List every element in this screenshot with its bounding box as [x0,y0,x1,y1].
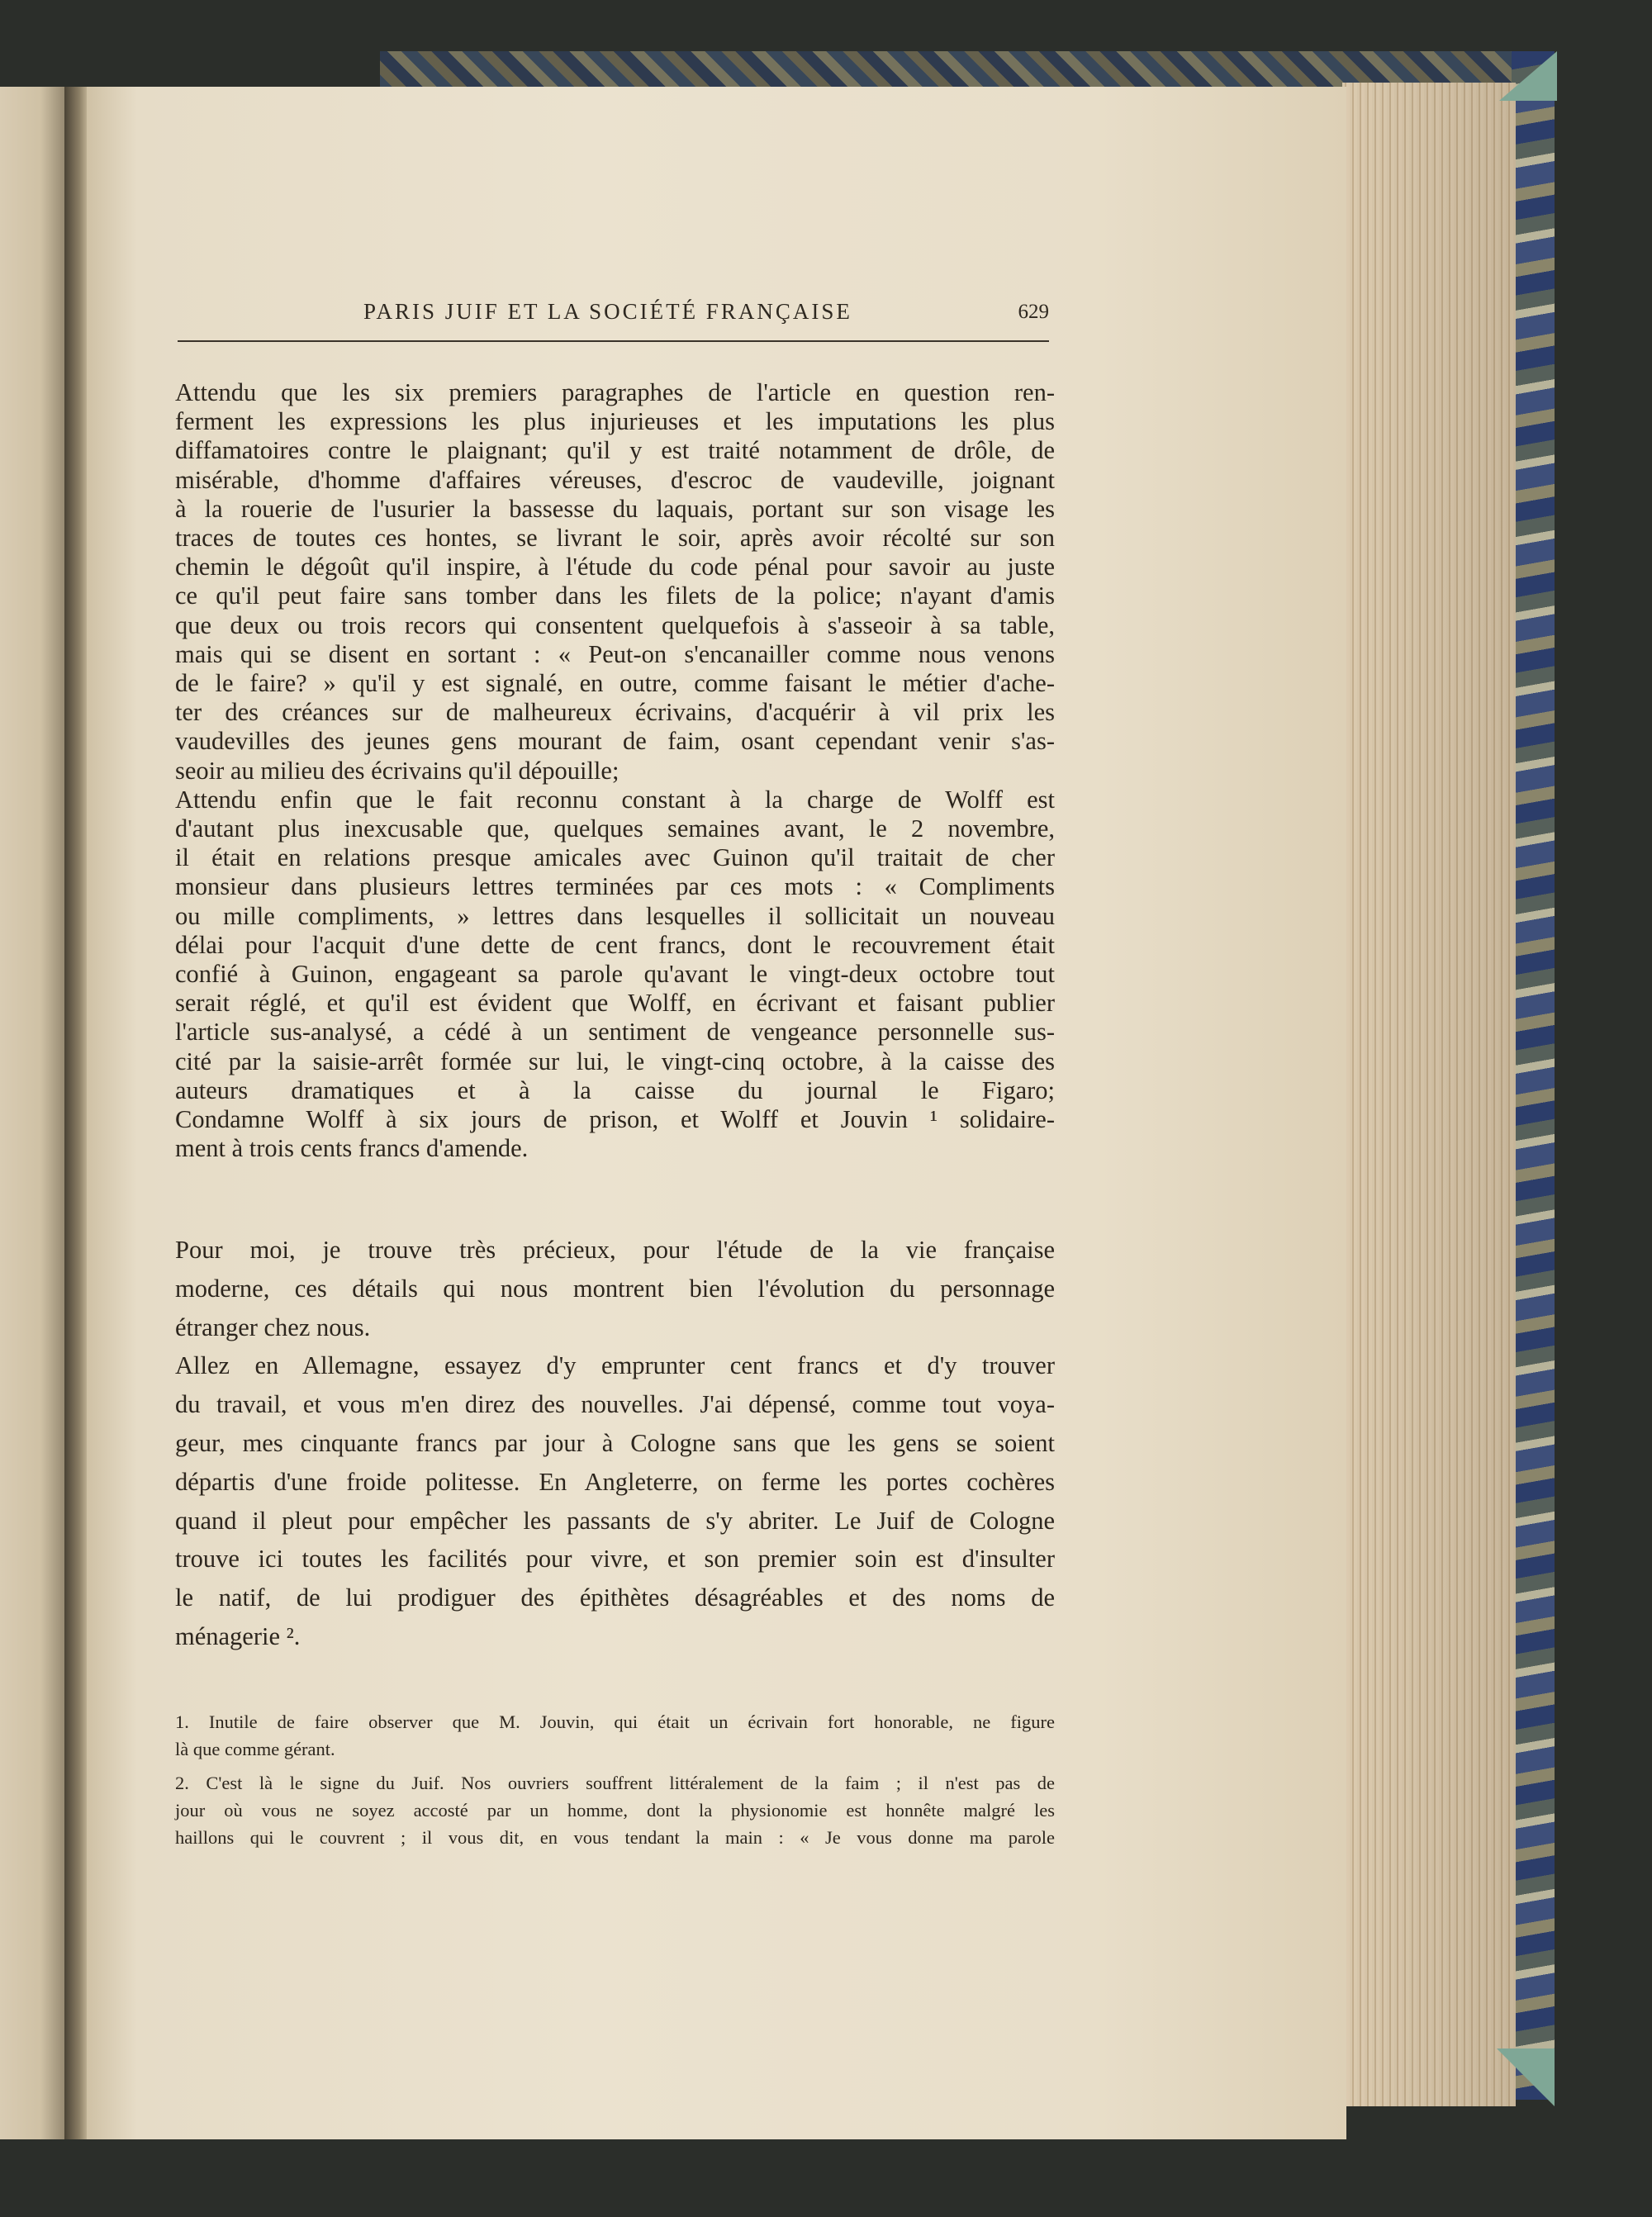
text-line: ce qu'il peut faire sans tomber dans les filets de la police; n'ayant d'amis [175,582,1055,610]
text-line: quand il pleut pour empêcher les passants de s'y abriter. Le Juif de Cologne [175,1506,1055,1535]
text-line: vaudevilles des jeunes gens mourant de faim, osant cependant venir s'as- [175,727,1055,756]
text-line: Pour moi, je trouve très précieux, pour l'étude de la vie française [175,1236,1055,1264]
text-line: il était en relations presque amicales avec Guinon qu'il traitait de cher [175,843,1055,872]
text-line: chemin le dégoût qu'il inspire, à l'étude du code pénal pour savoir au juste [175,553,1055,582]
footnote-line: haillons qui le couvrent ; il vous dit, en vous tendant la main : « Je vous donne ma parole [175,1827,1055,1848]
page-number: 629 [1018,301,1049,323]
text-line: traces de toutes ces hontes, se livrant le soir, après avoir récolté sur son [175,524,1055,553]
commentary [175,1231,1055,1656]
text-line: monsieur dans plusieurs lettres terminées par ces mots : « Compliments [175,872,1055,901]
text-line: le natif, de lui prodiguer des épithètes désagréables et des noms de [175,1583,1055,1612]
book-gutter [64,87,89,2139]
text-line: ou mille compliments, » lettres dans lesquelles il sollicitait un nouveau [175,901,1055,930]
text-line: trouve ici toutes les facilités pour vivre, et son premier soin est d'insulter [175,1545,1055,1574]
text-line: moderne, ces détails qui nous montrent bien l'évolution du personnage [175,1274,1055,1303]
text-line: seoir au milieu des écrivains qu'il dépouille; [175,756,620,785]
footnote-line: là que comme gérant. [175,1739,335,1759]
text-line: de le faire? » qu'il y est signalé, en outre, comme faisant le métier d'ache- [175,669,1055,698]
text-line: que deux ou trois recors qui consentent quelquefois à s'asseoir à sa table, [175,610,1055,639]
text-line: délai pour l'acquit d'une dette de cent francs, dont le recouvrement était [175,930,1055,959]
marbled-cover-right [1512,51,1555,2100]
text-line: misérable, d'homme d'affaires véreuses, d'escroc de vaudeville, joignant [175,465,1055,494]
text-line: diffamatoires contre le plaignant; qu'il y est traité notamment de drôle, de [175,436,1055,465]
text-line: cité par la saisie-arrêt formée sur lui, le vingt-cinq octobre, à la caisse des [175,1047,1055,1075]
text-line: du travail, et vous m'en direz des nouvelles. J'ai dépensé, comme tout voya- [175,1390,1055,1419]
facing-page-edge [0,87,68,2139]
footnote-line: jour où vous ne soyez accosté par un homme, dont la physionomie est honnête malgré les [175,1800,1055,1821]
footnote-line: 1. Inutile de faire observer que M. Jouvin, qui était un écrivain fort honorable, ne figure [175,1711,1055,1732]
text-line: confié à Guinon, engageant sa parole qu'avant le vingt-deux octobre tout [175,960,1055,989]
text-line: Allez en Allemagne, essayez d'y emprunter cent francs et d'y trouver [175,1351,1055,1380]
footnotes [175,1708,1055,1851]
text-line: auteurs dramatiques et à la caisse du journal le Figaro; [175,1075,1055,1104]
text-line: geur, mes cinquante francs par jour à Cologne sans que les gens se soient [175,1428,1055,1457]
text-line: Attendu enfin que le fait reconnu constant à la charge de Wolff est [175,785,1055,814]
text-line: ferment les expressions les plus injurieuses et les imputations les plus [175,407,1055,436]
text-line: l'article sus-analysé, a cédé à un sentiment de vengeance personnelle sus- [175,1018,1055,1047]
text-line: à la rouerie de l'usurier la bassesse du laquais, portant sur son visage les [175,494,1055,523]
footnote-spacer [175,1763,1055,1769]
text-line: ménagerie ². [175,1621,301,1650]
text-line: Condamne Wolff à six jours de prison, et Wolff et Jouvin ¹ solidaire- [175,1105,1055,1134]
text-line: ment à trois cents francs d'amende. [175,1134,529,1163]
page-block-edge [1342,83,1516,2106]
text-line: mais qui se disent en sortant : « Peut-on s'encanailler comme nous venons [175,639,1055,668]
running-head-title: PARIS JUIF ET LA SOCIÉTÉ FRANÇAISE [363,299,852,324]
text-line: départis d'une froide politesse. En Angleterre, on ferme les portes cochères [175,1467,1055,1496]
text-line: Attendu que les six premiers paragraphes de l'article en question ren- [175,378,1055,406]
text-line: serait réglé, et qu'il est évident que Wolff, en écrivant et faisant publier [175,989,1055,1018]
running-head [178,299,1049,342]
judgment-quotation [175,378,1055,1163]
text-line: d'autant plus inexcusable que, quelques semaines avant, le 2 novembre, [175,814,1055,843]
footnote-line: 2. C'est là le signe du Juif. Nos ouvriers souffrent littéralement de la faim ; il n'est pas de [175,1773,1055,1793]
text-line: étranger chez nous. [175,1313,371,1341]
text-line: ter des créances sur de malheureux écrivains, d'acquérir à vil prix les [175,698,1055,727]
